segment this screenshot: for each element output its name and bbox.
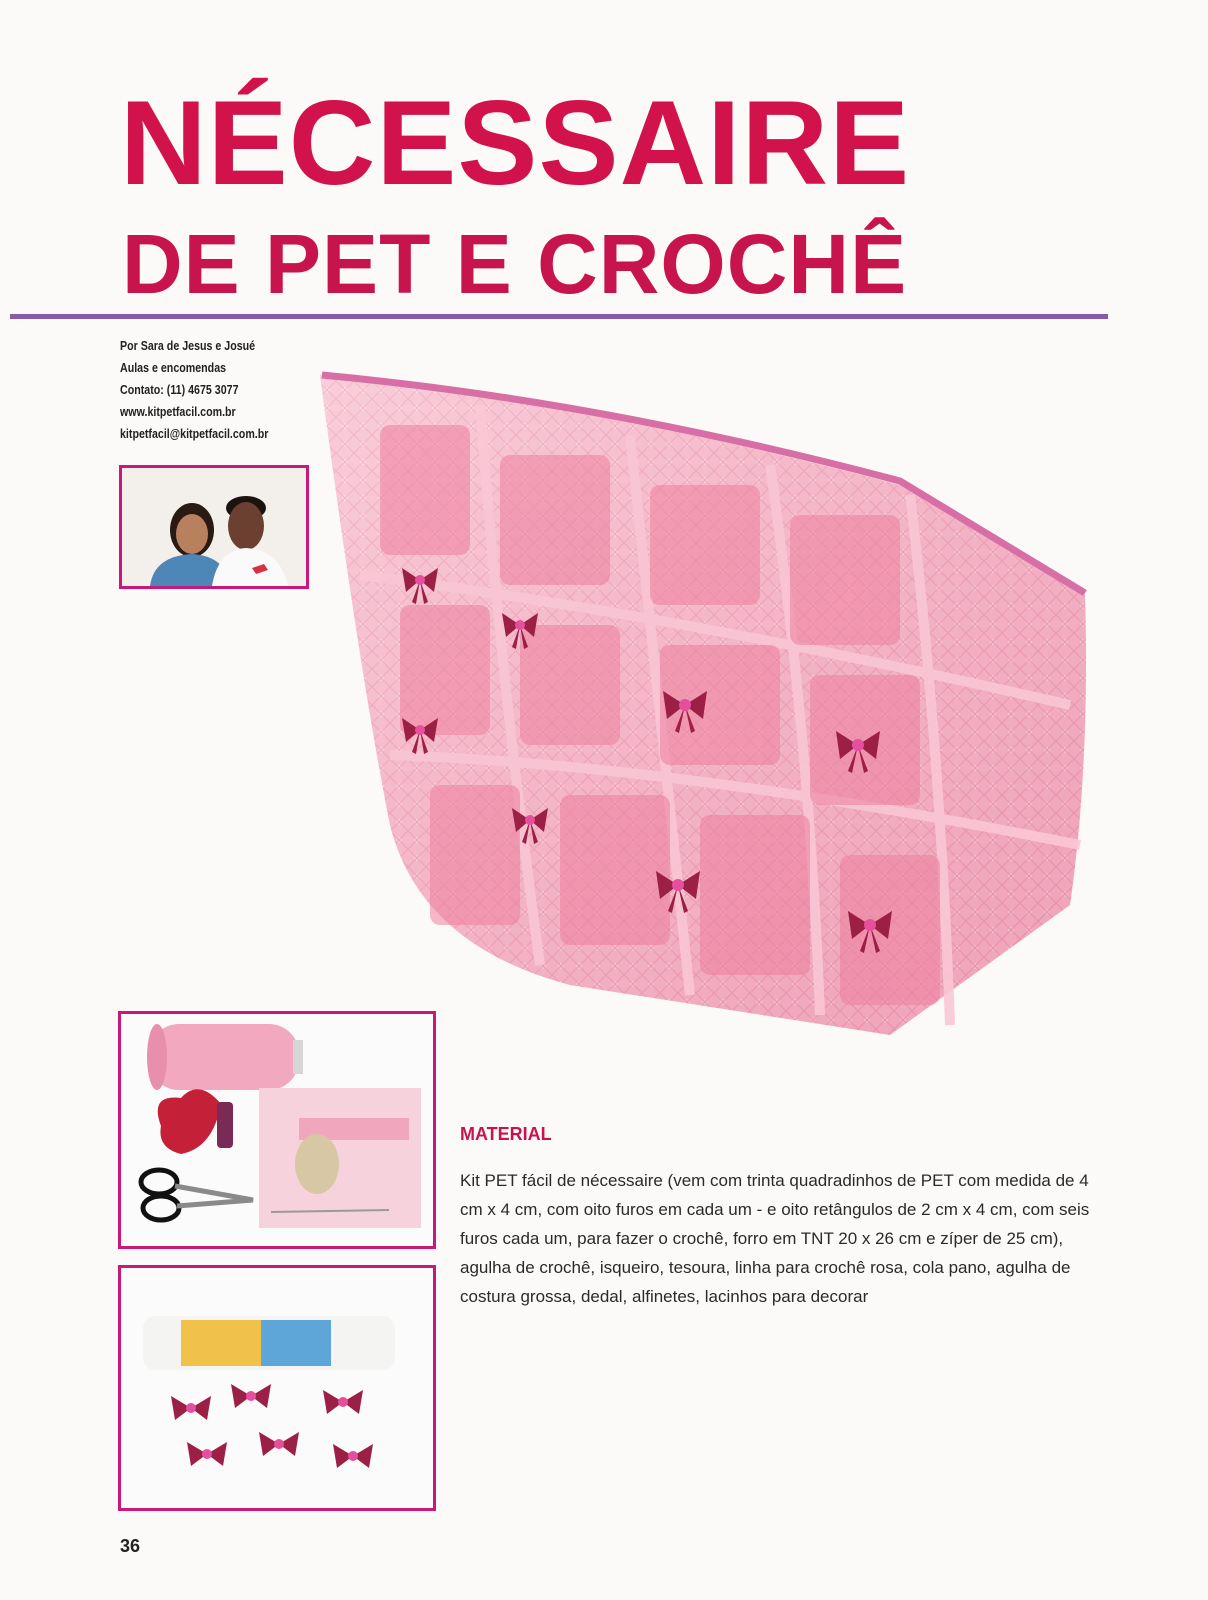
authors-photo: [119, 465, 309, 589]
contact-phone: Contato: (11) 4675 3077: [120, 382, 239, 397]
material-heading: MATERIAL: [460, 1124, 552, 1144]
glue-and-bows-photo: [118, 1265, 436, 1511]
page-number: 36: [120, 1536, 141, 1556]
classes-line: Aulas e encomendas: [120, 360, 227, 375]
material-description: Kit PET fácil de nécessaire (vem com trinta quadradinhos de PET com medida de 4 cm x 4 cm, com oito furos em cada um - e oito retângulos de 2 cm x 4 cm, com seis furos cada um, para fazer o crochê, forro em TNT 20 x 26 cm e zíper de 25 cm), agulha de crochê, isqueiro, tesoura, linha para crochê rosa, cola pano, agulha de costura grossa, dedal, alfinetes, lacinhos para decorar: [460, 1171, 1090, 1306]
page-title-line2: DE PET E CROCHÊ: [122, 217, 908, 311]
kit-materials-photo: [118, 1011, 436, 1249]
author-byline: Por Sara de Jesus e Josué: [120, 338, 256, 353]
page-title-line1: NÉCESSAIRE: [120, 76, 911, 210]
author-credits: [120, 335, 330, 445]
title-divider: [10, 314, 1108, 319]
crochet-bag-photo: [300, 345, 1120, 1035]
email-link: kitpetfacil@kitpetfacil.com.br: [120, 426, 269, 441]
website-link: www.kitpetfacil.com.br: [120, 404, 236, 419]
